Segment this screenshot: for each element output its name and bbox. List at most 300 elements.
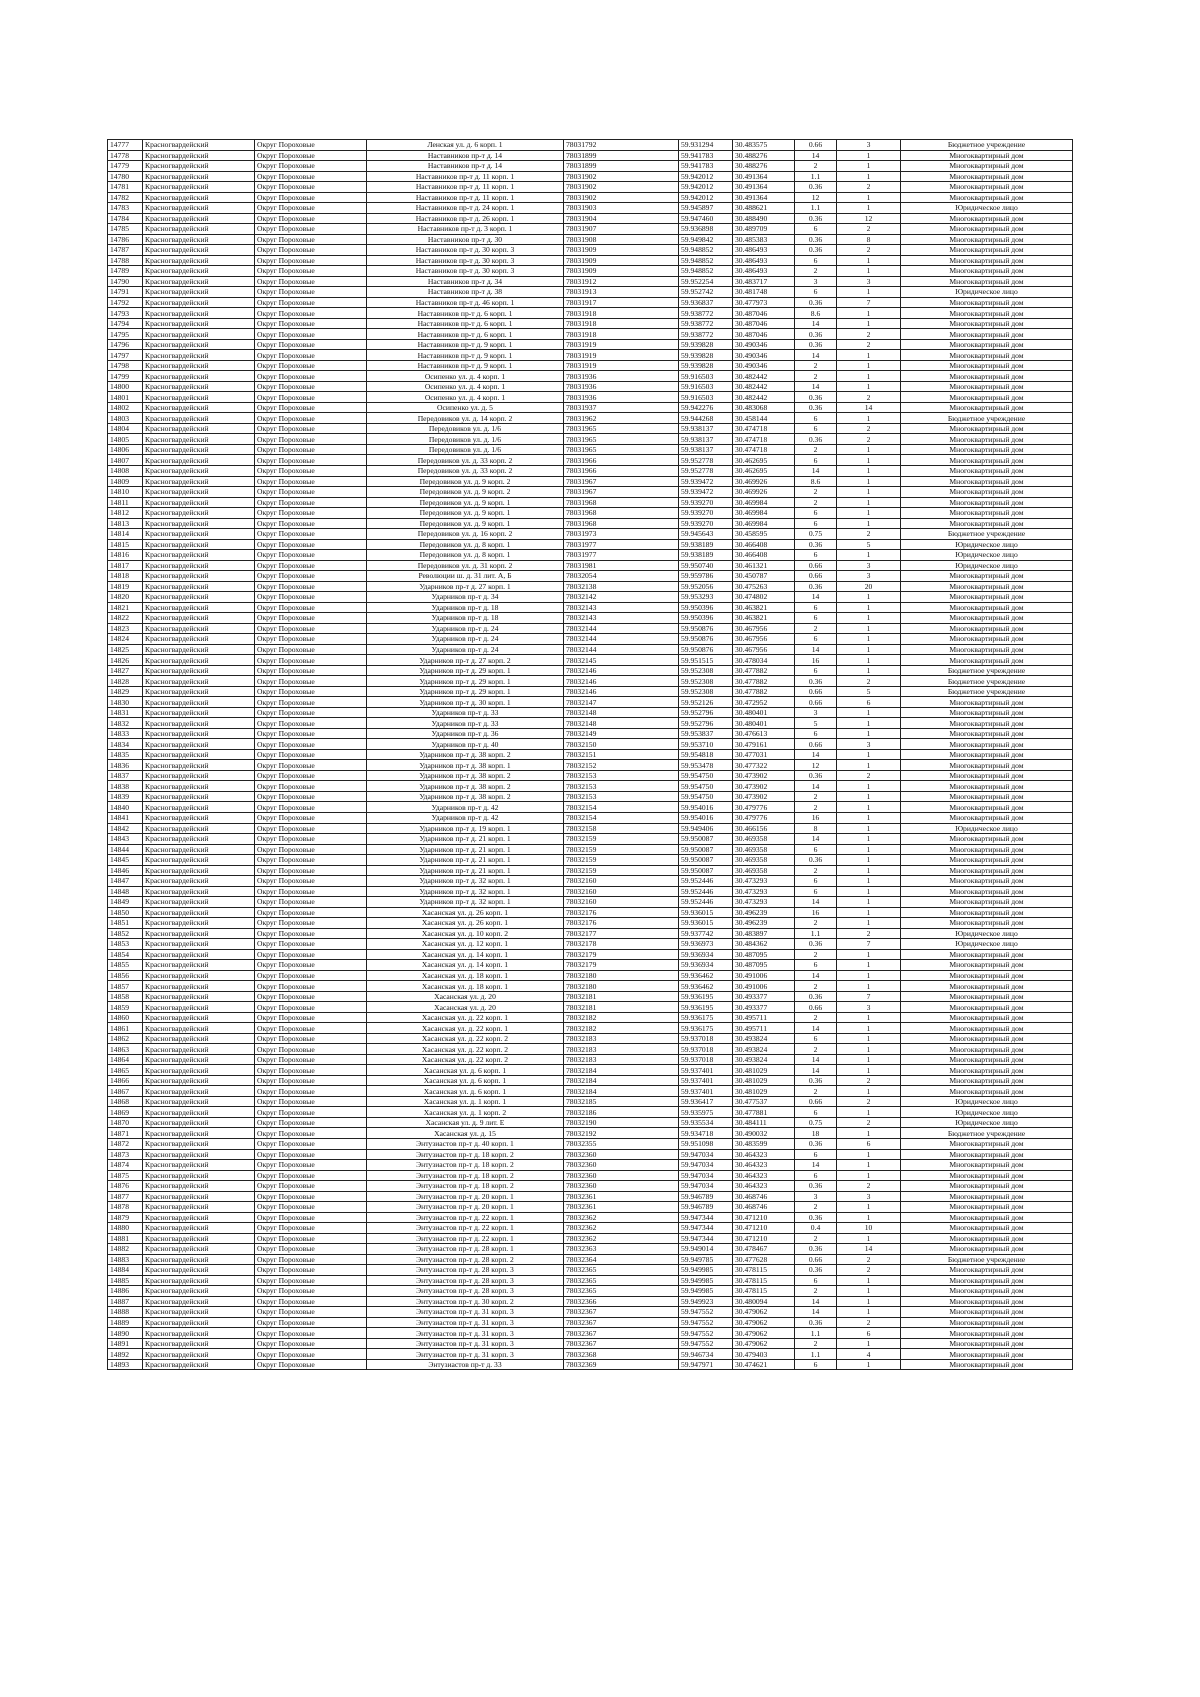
volume-cell: 6 [795, 423, 837, 434]
table-row [108, 455, 1073, 466]
address-cell: Энтузиастов пр-т д. 28 корп. 3 [367, 1275, 564, 1286]
district-cell: Красногвардейский [143, 381, 255, 392]
volume-cell: 0.36 [795, 234, 837, 245]
longitude-cell: 30.464323 [733, 1160, 795, 1171]
longitude-cell: 30.461321 [733, 560, 795, 571]
table-row [108, 665, 1073, 676]
count-cell: 1 [837, 970, 901, 981]
count-cell: 2 [837, 423, 901, 434]
type-cell: Многоквартирный дом [901, 150, 1073, 161]
longitude-cell: 30.491364 [733, 182, 795, 193]
type-cell: Бюджетное учреждение [901, 676, 1073, 687]
row-number-cell: 14844 [108, 844, 143, 855]
type-cell: Многоквартирный дом [901, 970, 1073, 981]
district-cell: Красногвардейский [143, 213, 255, 224]
longitude-cell: 30.469984 [733, 497, 795, 508]
district-cell: Красногвардейский [143, 855, 255, 866]
district-cell: Красногвардейский [143, 339, 255, 350]
address-cell: Ударников пр-т д. 29 корп. 1 [367, 665, 564, 676]
type-cell: Многоквартирный дом [901, 1307, 1073, 1318]
row-number-cell: 14782 [108, 192, 143, 203]
count-cell: 1 [837, 760, 901, 771]
count-cell: 1 [837, 413, 901, 424]
table-row [108, 592, 1073, 603]
code-cell: 78031968 [564, 508, 679, 519]
district-cell: Красногвардейский [143, 939, 255, 950]
count-cell: 1 [837, 707, 901, 718]
row-number-cell: 14818 [108, 571, 143, 582]
latitude-cell: 59.939270 [679, 518, 733, 529]
address-cell: Энтузиастов пр-т д. 20 корп. 1 [367, 1202, 564, 1213]
address-cell: Наставников пр-т д. 24 корп. 1 [367, 203, 564, 214]
district-cell: Красногвардейский [143, 1286, 255, 1297]
count-cell: 1 [837, 1086, 901, 1097]
address-cell: Ударников пр-т д. 30 корп. 1 [367, 697, 564, 708]
table-row [108, 602, 1073, 613]
type-cell: Многоквартирный дом [901, 508, 1073, 519]
code-cell: 78031937 [564, 402, 679, 413]
volume-cell: 2 [795, 918, 837, 929]
district-cell: Красногвардейский [143, 760, 255, 771]
longitude-cell: 30.469358 [733, 865, 795, 876]
type-cell: Многоквартирный дом [901, 308, 1073, 319]
table-row [108, 518, 1073, 529]
row-number-cell: 14778 [108, 150, 143, 161]
longitude-cell: 30.487046 [733, 318, 795, 329]
type-cell: Многоквартирный дом [901, 234, 1073, 245]
code-cell: 78032369 [564, 1359, 679, 1370]
latitude-cell: 59.950087 [679, 855, 733, 866]
count-cell: 1 [837, 497, 901, 508]
address-cell: Хасанская ул. д. 22 корп. 2 [367, 1044, 564, 1055]
latitude-cell: 59.946789 [679, 1191, 733, 1202]
volume-cell: 0.66 [795, 686, 837, 697]
district-cell: Красногвардейский [143, 1170, 255, 1181]
longitude-cell: 30.496239 [733, 907, 795, 918]
volume-cell: 14 [795, 834, 837, 845]
municipality-cell: Округ Пороховые [255, 529, 367, 540]
code-cell: 78032179 [564, 949, 679, 960]
type-cell: Многоквартирный дом [901, 623, 1073, 634]
volume-cell: 14 [795, 897, 837, 908]
row-number-cell: 14870 [108, 1117, 143, 1128]
municipality-cell: Округ Пороховые [255, 634, 367, 645]
volume-cell: 0.36 [795, 392, 837, 403]
count-cell: 1 [837, 823, 901, 834]
volume-cell: 6 [795, 876, 837, 887]
code-cell: 78032181 [564, 991, 679, 1002]
address-cell: Ударников пр-т д. 38 корп. 2 [367, 781, 564, 792]
volume-cell: 2 [795, 623, 837, 634]
table-row [108, 739, 1073, 750]
type-cell: Многоквартирный дом [901, 1286, 1073, 1297]
longitude-cell: 30.469926 [733, 487, 795, 498]
code-cell: 78032183 [564, 1044, 679, 1055]
count-cell: 1 [837, 907, 901, 918]
type-cell: Многоквартирный дом [901, 813, 1073, 824]
municipality-cell: Округ Пороховые [255, 1044, 367, 1055]
municipality-cell: Округ Пороховые [255, 770, 367, 781]
row-number-cell: 14803 [108, 413, 143, 424]
row-number-cell: 14874 [108, 1160, 143, 1171]
district-cell: Красногвардейский [143, 423, 255, 434]
volume-cell: 6 [795, 1275, 837, 1286]
row-number-cell: 14838 [108, 781, 143, 792]
code-cell: 78032054 [564, 571, 679, 582]
row-number-cell: 14848 [108, 886, 143, 897]
table-row [108, 949, 1073, 960]
row-number-cell: 14780 [108, 171, 143, 182]
latitude-cell: 59.950876 [679, 623, 733, 634]
table-row [108, 655, 1073, 666]
district-cell: Красногвардейский [143, 813, 255, 824]
district-cell: Красногвардейский [143, 1307, 255, 1318]
longitude-cell: 30.483717 [733, 276, 795, 287]
latitude-cell: 59.937401 [679, 1075, 733, 1086]
volume-cell: 14 [795, 350, 837, 361]
count-cell: 1 [837, 813, 901, 824]
latitude-cell: 59.942012 [679, 182, 733, 193]
longitude-cell: 30.473293 [733, 897, 795, 908]
municipality-cell: Округ Пороховые [255, 1065, 367, 1076]
volume-cell: 0.36 [795, 1181, 837, 1192]
municipality-cell: Округ Пороховые [255, 739, 367, 750]
volume-cell: 0.66 [795, 1096, 837, 1107]
type-cell: Многоквартирный дом [901, 1359, 1073, 1370]
address-cell: Осипенко ул. д. 4 корп. 1 [367, 371, 564, 382]
code-cell: 78031965 [564, 423, 679, 434]
code-cell: 78032183 [564, 1054, 679, 1065]
address-cell: Энтузиастов пр-т д. 31 корп. 3 [367, 1349, 564, 1360]
longitude-cell: 30.484362 [733, 939, 795, 950]
latitude-cell: 59.916503 [679, 371, 733, 382]
type-cell: Многоквартирный дом [901, 844, 1073, 855]
row-number-cell: 14839 [108, 791, 143, 802]
longitude-cell: 30.496239 [733, 918, 795, 929]
longitude-cell: 30.473293 [733, 876, 795, 887]
row-number-cell: 14809 [108, 476, 143, 487]
type-cell: Многоквартирный дом [901, 802, 1073, 813]
volume-cell: 2 [795, 1202, 837, 1213]
count-cell: 2 [837, 1075, 901, 1086]
row-number-cell: 14855 [108, 960, 143, 971]
latitude-cell: 59.937018 [679, 1054, 733, 1065]
latitude-cell: 59.938137 [679, 444, 733, 455]
longitude-cell: 30.458144 [733, 413, 795, 424]
type-cell: Многоквартирный дом [901, 1054, 1073, 1065]
type-cell: Многоквартирный дом [901, 1075, 1073, 1086]
table-row [108, 802, 1073, 813]
address-cell: Хасанская ул. д. 26 корп. 1 [367, 907, 564, 918]
municipality-cell: Округ Пороховые [255, 1328, 367, 1339]
table-row [108, 234, 1073, 245]
count-cell: 1 [837, 981, 901, 992]
count-cell: 2 [837, 329, 901, 340]
longitude-cell: 30.490346 [733, 350, 795, 361]
district-cell: Красногвардейский [143, 224, 255, 235]
address-cell: Хасанская ул. д. 1 корп. 2 [367, 1107, 564, 1118]
address-cell: Наставников пр-т д. 6 корп. 1 [367, 318, 564, 329]
count-cell: 1 [837, 1307, 901, 1318]
district-cell: Красногвардейский [143, 529, 255, 540]
row-number-cell: 14781 [108, 182, 143, 193]
code-cell: 78031966 [564, 465, 679, 476]
code-cell: 78031902 [564, 182, 679, 193]
district-cell: Красногвардейский [143, 371, 255, 382]
district-cell: Красногвардейский [143, 308, 255, 319]
type-cell: Многоквартирный дом [901, 781, 1073, 792]
volume-cell: 16 [795, 813, 837, 824]
latitude-cell: 59.942012 [679, 192, 733, 203]
code-cell: 78032182 [564, 1012, 679, 1023]
municipality-cell: Округ Пороховые [255, 465, 367, 476]
type-cell: Многоквартирный дом [901, 465, 1073, 476]
latitude-cell: 59.934718 [679, 1128, 733, 1139]
address-cell: Хасанская ул. д. 22 корп. 2 [367, 1054, 564, 1065]
latitude-cell: 59.947552 [679, 1317, 733, 1328]
latitude-cell: 59.936175 [679, 1012, 733, 1023]
code-cell: 78032366 [564, 1296, 679, 1307]
code-cell: 78032159 [564, 855, 679, 866]
table-row [108, 539, 1073, 550]
latitude-cell: 59.936462 [679, 981, 733, 992]
type-cell: Многоквартирный дом [901, 949, 1073, 960]
count-cell: 1 [837, 1012, 901, 1023]
municipality-cell: Округ Пороховые [255, 413, 367, 424]
district-cell: Красногвардейский [143, 444, 255, 455]
code-cell: 78032365 [564, 1265, 679, 1276]
count-cell: 1 [837, 855, 901, 866]
row-number-cell: 14856 [108, 970, 143, 981]
district-cell: Красногвардейский [143, 1265, 255, 1276]
latitude-cell: 59.952308 [679, 686, 733, 697]
count-cell: 2 [837, 434, 901, 445]
row-number-cell: 14860 [108, 1012, 143, 1023]
longitude-cell: 30.477031 [733, 749, 795, 760]
municipality-cell: Округ Пороховые [255, 308, 367, 319]
address-cell: Хасанская ул. д. 15 [367, 1128, 564, 1139]
volume-cell: 5 [795, 718, 837, 729]
district-cell: Красногвардейский [143, 781, 255, 792]
district-cell: Красногвардейский [143, 1275, 255, 1286]
longitude-cell: 30.479062 [733, 1328, 795, 1339]
count-cell: 1 [837, 508, 901, 519]
district-cell: Красногвардейский [143, 161, 255, 172]
row-number-cell: 14808 [108, 465, 143, 476]
code-cell: 78031908 [564, 234, 679, 245]
table-row [108, 1307, 1073, 1318]
type-cell: Многоквартирный дом [901, 487, 1073, 498]
table-row [108, 381, 1073, 392]
longitude-cell: 30.464323 [733, 1149, 795, 1160]
volume-cell: 0.36 [795, 245, 837, 256]
municipality-cell: Округ Пороховые [255, 1307, 367, 1318]
type-cell: Бюджетное учреждение [901, 529, 1073, 540]
district-cell: Красногвардейский [143, 697, 255, 708]
district-cell: Красногвардейский [143, 834, 255, 845]
address-cell: Хасанская ул. д. 18 корп. 1 [367, 970, 564, 981]
address-cell: Ударников пр-т д. 21 корп. 1 [367, 844, 564, 855]
latitude-cell: 59.954750 [679, 781, 733, 792]
district-cell: Красногвардейский [143, 665, 255, 676]
latitude-cell: 59.950876 [679, 644, 733, 655]
count-cell: 14 [837, 402, 901, 413]
code-cell: 78031899 [564, 161, 679, 172]
district-cell: Красногвардейский [143, 150, 255, 161]
district-cell: Красногвардейский [143, 1254, 255, 1265]
address-cell: Хасанская ул. д. 6 корп. 1 [367, 1086, 564, 1097]
longitude-cell: 30.478115 [733, 1275, 795, 1286]
row-number-cell: 14784 [108, 213, 143, 224]
municipality-cell: Округ Пороховые [255, 1160, 367, 1171]
type-cell: Многоквартирный дом [901, 1012, 1073, 1023]
address-cell: Наставников пр-т д. 30 корп. 3 [367, 255, 564, 266]
table-row [108, 728, 1073, 739]
type-cell: Многоквартирный дом [901, 360, 1073, 371]
district-cell: Красногвардейский [143, 1181, 255, 1192]
municipality-cell: Округ Пороховые [255, 1349, 367, 1360]
address-cell: Ударников пр-т д. 42 [367, 813, 564, 824]
longitude-cell: 30.477973 [733, 297, 795, 308]
latitude-cell: 59.939828 [679, 339, 733, 350]
table-row [108, 1138, 1073, 1149]
row-number-cell: 14882 [108, 1244, 143, 1255]
latitude-cell: 59.951515 [679, 655, 733, 666]
address-cell: Энтузиастов пр-т д. 22 корп. 1 [367, 1212, 564, 1223]
address-cell: Наставников пр-т д. 30 корп. 3 [367, 245, 564, 256]
address-cell: Хасанская ул. д. 10 корп. 2 [367, 928, 564, 939]
code-cell: 78032361 [564, 1202, 679, 1213]
table-row [108, 360, 1073, 371]
address-cell: Передовиков ул. д. 9 корп. 2 [367, 487, 564, 498]
longitude-cell: 30.477322 [733, 760, 795, 771]
table-row [108, 255, 1073, 266]
longitude-cell: 30.474802 [733, 592, 795, 603]
count-cell: 1 [837, 1275, 901, 1286]
municipality-cell: Округ Пороховые [255, 1023, 367, 1034]
count-cell: 1 [837, 749, 901, 760]
count-cell: 2 [837, 1181, 901, 1192]
table-row [108, 1265, 1073, 1276]
address-cell: Хасанская ул. д. 22 корп. 1 [367, 1023, 564, 1034]
latitude-cell: 59.949985 [679, 1286, 733, 1297]
volume-cell: 6 [795, 518, 837, 529]
address-cell: Наставников пр-т д. 6 корп. 1 [367, 329, 564, 340]
count-cell: 1 [837, 834, 901, 845]
code-cell: 78031965 [564, 434, 679, 445]
municipality-cell: Округ Пороховые [255, 255, 367, 266]
code-cell: 78032148 [564, 718, 679, 729]
count-cell: 2 [837, 1265, 901, 1276]
district-cell: Красногвардейский [143, 634, 255, 645]
longitude-cell: 30.474621 [733, 1359, 795, 1370]
district-cell: Красногвардейский [143, 613, 255, 624]
latitude-cell: 59.938189 [679, 539, 733, 550]
code-cell: 78031965 [564, 444, 679, 455]
type-cell: Юридическое лицо [901, 928, 1073, 939]
code-cell: 78032183 [564, 1033, 679, 1044]
latitude-cell: 59.952778 [679, 455, 733, 466]
code-cell: 78031973 [564, 529, 679, 540]
longitude-cell: 30.488621 [733, 203, 795, 214]
row-number-cell: 14798 [108, 360, 143, 371]
district-cell: Красногвардейский [143, 539, 255, 550]
count-cell: 1 [837, 718, 901, 729]
code-cell: 78032362 [564, 1233, 679, 1244]
address-cell: Энтузиастов пр-т д. 31 корп. 3 [367, 1338, 564, 1349]
code-cell: 78031967 [564, 476, 679, 487]
volume-cell: 6 [795, 1359, 837, 1370]
count-cell: 1 [837, 203, 901, 214]
row-number-cell: 14858 [108, 991, 143, 1002]
table-row [108, 1275, 1073, 1286]
latitude-cell: 59.954818 [679, 749, 733, 760]
latitude-cell: 59.944268 [679, 413, 733, 424]
code-cell: 78031909 [564, 255, 679, 266]
municipality-cell: Округ Пороховые [255, 234, 367, 245]
latitude-cell: 59.953478 [679, 760, 733, 771]
longitude-cell: 30.479161 [733, 739, 795, 750]
code-cell: 78032192 [564, 1128, 679, 1139]
table-row [108, 939, 1073, 950]
count-cell: 1 [837, 550, 901, 561]
count-cell: 5 [837, 686, 901, 697]
table-row [108, 634, 1073, 645]
code-cell: 78032180 [564, 970, 679, 981]
code-cell: 78032363 [564, 1244, 679, 1255]
longitude-cell: 30.495711 [733, 1012, 795, 1023]
district-cell: Красногвардейский [143, 791, 255, 802]
count-cell: 1 [837, 350, 901, 361]
district-cell: Красногвардейский [143, 1317, 255, 1328]
volume-cell: 2 [795, 1012, 837, 1023]
address-cell: Ударников пр-т д. 34 [367, 592, 564, 603]
count-cell: 2 [837, 770, 901, 781]
count-cell: 2 [837, 392, 901, 403]
row-number-cell: 14812 [108, 508, 143, 519]
municipality-cell: Округ Пороховые [255, 560, 367, 571]
type-cell: Многоквартирный дом [901, 1086, 1073, 1097]
row-number-cell: 14815 [108, 539, 143, 550]
municipality-cell: Округ Пороховые [255, 960, 367, 971]
address-cell: Передовиков ул. д. 33 корп. 2 [367, 465, 564, 476]
table-row [108, 813, 1073, 824]
municipality-cell: Округ Пороховые [255, 823, 367, 834]
volume-cell: 3 [795, 1191, 837, 1202]
district-cell: Красногвардейский [143, 897, 255, 908]
row-number-cell: 14783 [108, 203, 143, 214]
longitude-cell: 30.493824 [733, 1033, 795, 1044]
volume-cell: 0.36 [795, 1244, 837, 1255]
address-cell: Передовиков ул. д. 9 корп. 1 [367, 518, 564, 529]
volume-cell: 6 [795, 602, 837, 613]
district-cell: Красногвардейский [143, 981, 255, 992]
municipality-cell: Округ Пороховые [255, 1002, 367, 1013]
row-number-cell: 14831 [108, 707, 143, 718]
volume-cell: 6 [795, 728, 837, 739]
district-cell: Красногвардейский [143, 255, 255, 266]
latitude-cell: 59.936462 [679, 970, 733, 981]
latitude-cell: 59.941783 [679, 150, 733, 161]
longitude-cell: 30.477882 [733, 676, 795, 687]
longitude-cell: 30.478034 [733, 655, 795, 666]
count-cell: 1 [837, 844, 901, 855]
type-cell: Многоквартирный дом [901, 1202, 1073, 1213]
volume-cell: 2 [795, 1086, 837, 1097]
code-cell: 78032146 [564, 665, 679, 676]
latitude-cell: 59.950087 [679, 834, 733, 845]
volume-cell: 12 [795, 760, 837, 771]
